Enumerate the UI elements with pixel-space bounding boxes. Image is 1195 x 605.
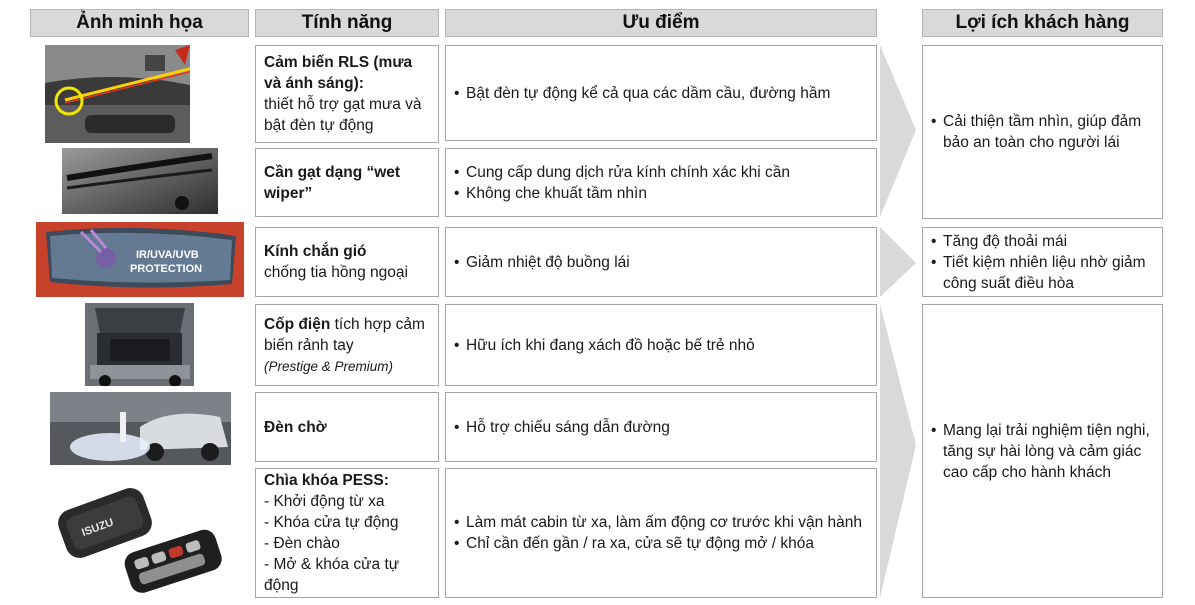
header-feature: Tính năng (255, 9, 439, 37)
feature-cell-wiper (255, 148, 439, 217)
advantage-text: Hữu ích khi đang xách đồ hoặc bế trẻ nhỏ (466, 336, 755, 354)
feature-note-tailgate: (Prestige & Premium) (264, 358, 394, 374)
advantage-cell-welcome-light (445, 392, 877, 462)
feature-list-item: - Mở & khóa cửa tự động (264, 556, 400, 594)
header-benefit: Lợi ích khách hàng (922, 9, 1163, 37)
benefit-text: Cải thiện tầm nhìn, giúp đảm bảo an toàn cho người lái (943, 113, 1142, 151)
feature-title-pess: Chìa khóa PESS: (264, 472, 389, 489)
advantage-text: Không che khuất tầm nhìn (466, 184, 647, 202)
benefit-text: Mang lại trải nghiệm tiện nghi, tăng sự hài lòng và cảm giác cao cấp cho hành khách (943, 421, 1150, 481)
bullet: • (454, 253, 460, 271)
feature-cell-rls (255, 45, 439, 143)
svg-text:ISUZU: ISUZU (80, 516, 116, 540)
benefit-text: Tiết kiệm nhiên liệu nhờ giảm công suất điều hòa (943, 253, 1146, 292)
header-illustration: Ảnh minh họa (30, 9, 249, 37)
chevron-right-icon (880, 304, 916, 598)
bullet: • (454, 163, 460, 181)
advantage-text: Bật đèn tự động kể cả qua các dầm cầu, đường hầm (466, 84, 831, 102)
pess-key-image (50, 478, 230, 596)
feature-desc-rls: thiết hỗ trợ gạt mưa và bật đèn tự động (264, 96, 422, 134)
advantage-text: Làm mát cabin từ xa, làm ấm động cơ trước khi vận hành (466, 514, 863, 531)
feature-title-welcome-light: Đèn chờ (264, 418, 327, 436)
feature-list-item: - Đèn chào (264, 535, 340, 552)
feature-title-tailgate: Cốp điện (264, 315, 331, 333)
benefit-cell-visibility (922, 45, 1163, 219)
bullet: • (454, 84, 460, 102)
bullet: • (931, 232, 937, 250)
svg-text:IR/UVA/UVB: IR/UVA/UVB (136, 249, 199, 261)
advantage-cell-windshield (445, 227, 877, 297)
advantage-cell-tailgate (445, 304, 877, 386)
advantage-text: Cung cấp dung dịch rửa kính chính xác khi cần (466, 163, 791, 181)
benefit-cell-comfort (922, 227, 1163, 297)
bullet: • (454, 535, 460, 552)
feature-list-item: - Khóa cửa tự động (264, 514, 399, 531)
feature-cell-welcome-light (255, 392, 439, 462)
feature-cell-tailgate (255, 304, 439, 386)
feature-title-windshield: Kính chắn gió (264, 243, 367, 260)
windshield-uv-image (36, 222, 244, 297)
rls-sensor-image (45, 45, 190, 143)
bullet: • (931, 253, 937, 271)
advantage-cell-pess (445, 468, 877, 598)
benefit-text: Tăng độ thoải mái (943, 232, 1068, 250)
bullet: • (454, 418, 460, 436)
bullet: • (454, 514, 460, 531)
wet-wiper-image (62, 148, 218, 214)
feature-desc-windshield: chống tia hồng ngoại (264, 264, 408, 281)
bullet: • (454, 184, 460, 202)
advantage-cell-wiper (445, 148, 877, 217)
arrow-connectors (880, 45, 920, 598)
advantage-text: Hỗ trợ chiếu sáng dẫn đường (466, 418, 670, 436)
welcome-light-image (50, 392, 231, 465)
chevron-right-icon (880, 45, 916, 217)
power-tailgate-image (85, 303, 194, 386)
feature-list-item: - Khởi động từ xa (264, 493, 385, 510)
header-advantage: Ưu điểm (445, 9, 877, 37)
benefit-cell-experience (922, 304, 1163, 598)
advantage-text: Chỉ cần đến gần / ra xa, cửa sẽ tự động mở / khóa (466, 535, 814, 552)
feature-title-wiper: Cần gạt dạng “wet wiper” (264, 163, 401, 202)
svg-text:PROTECTION: PROTECTION (130, 263, 203, 275)
bullet: • (454, 336, 460, 354)
feature-cell-windshield (255, 227, 439, 297)
chevron-right-icon (880, 227, 916, 297)
feature-title-rls: Cảm biến RLS (mưa và ánh sáng): (264, 54, 413, 92)
bullet: • (931, 421, 937, 439)
feature-desc-tailgate: tích hợp cảm biến rảnh tay (264, 315, 425, 354)
advantage-text: Giảm nhiệt độ buồng lái (466, 253, 630, 271)
advantage-cell-rls (445, 45, 877, 141)
feature-cell-pess (255, 468, 439, 598)
bullet: • (931, 113, 937, 130)
